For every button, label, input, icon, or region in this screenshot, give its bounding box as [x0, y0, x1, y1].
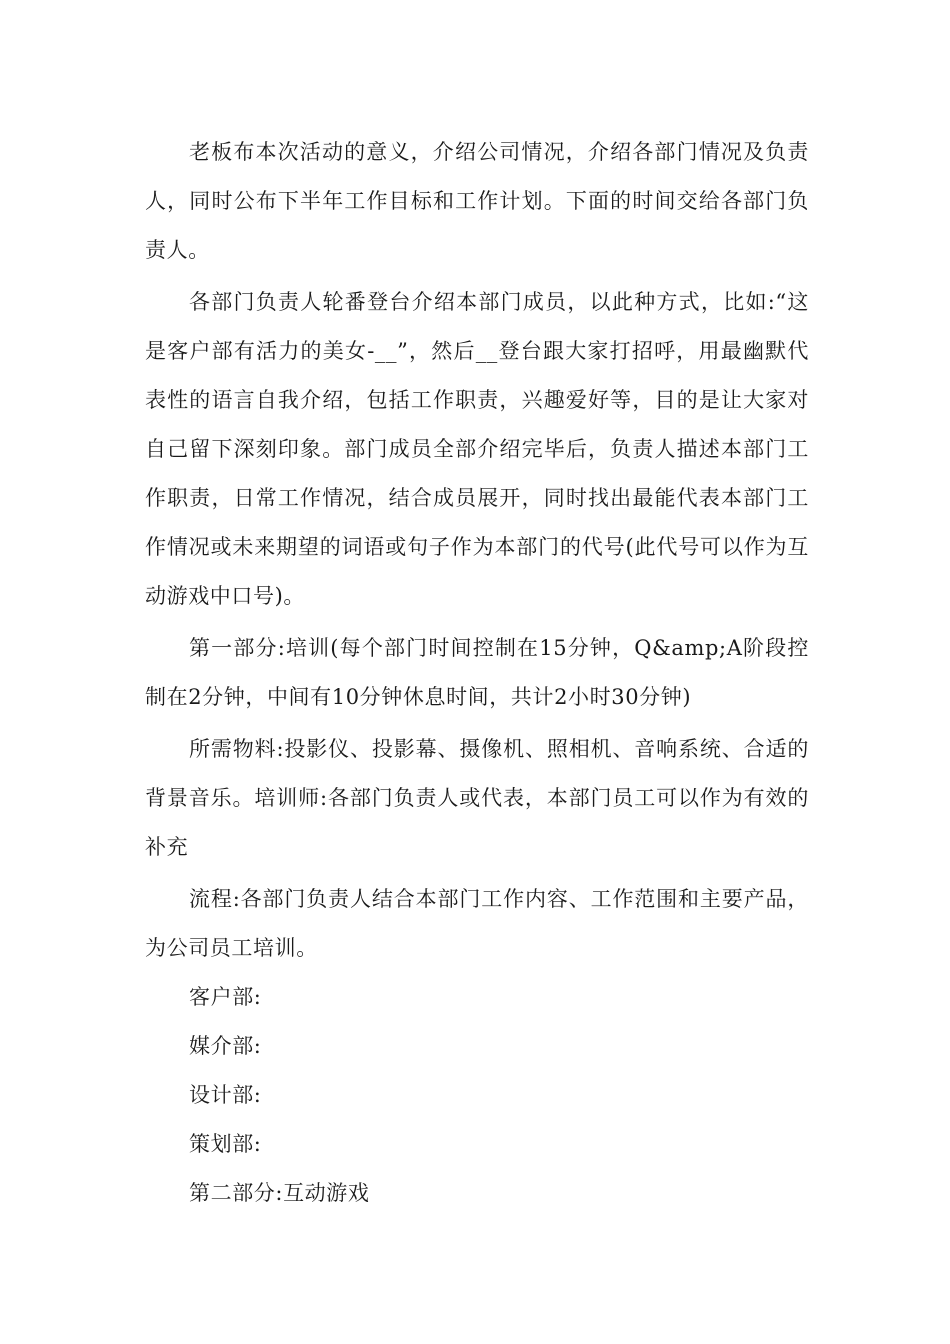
- paragraph-department-intro: 各部门负责人轮番登台介绍本部门成员，以此种方式，比如:“这是客户部有活力的美女-__”，然后__登台跟大家打招呼，用最幽默代表性的语言自我介绍，包括工作职责，兴趣爱好等，目的是让大家对自己留下深刻印象。部门成员全部介绍完毕后，负责人描述本部门工作职责，日常工作情况，结合成员展开，同时找出最能代表本部门工作情况或未来期望的词语或句子作为本部门的代号(此代号可以作为互动游戏中口号)。: [145, 290, 809, 608]
- department-customer: 客户部:: [189, 985, 262, 1009]
- section-two-heading: 第二部分:互动游戏: [189, 1181, 370, 1205]
- department-planning: 策划部:: [189, 1132, 262, 1156]
- paragraph-part-one-training: 第一部分:培训(每个部门时间控制在15分钟，Q&amp;A阶段控制在2分钟，中间有10分钟休息时间，共计2小时30分钟): [145, 636, 809, 709]
- paragraph-boss-intro: 老板布本次活动的意义，介绍公司情况，介绍各部门情况及负责人，同时公布下半年工作目标和工作计划。下面的时间交给各部门负责人。: [145, 140, 809, 262]
- paragraph-materials: 所需物料:投影仪、投影幕、摄像机、照相机、音响系统、合适的背景音乐。培训师:各部门负责人或代表，本部门员工可以作为有效的补充: [145, 737, 809, 859]
- document-body: [145, 128, 809, 1218]
- paragraph-process: 流程:各部门负责人结合本部门工作内容、工作范围和主要产品，为公司员工培训。: [145, 887, 809, 960]
- department-media: 媒介部:: [189, 1034, 262, 1058]
- department-design: 设计部:: [189, 1083, 262, 1107]
